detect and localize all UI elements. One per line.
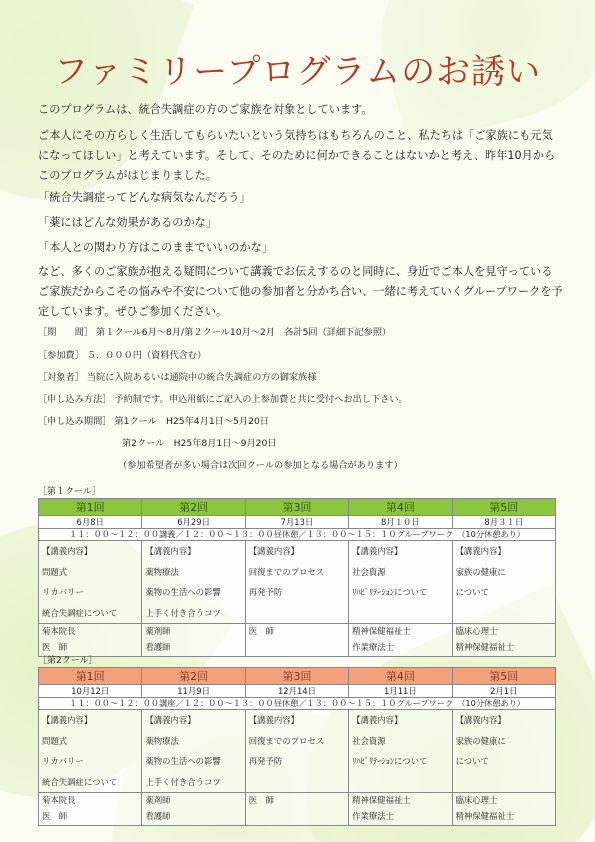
time-schedule: １１：００～１２：００講義／１２：００～１３：００昼休憩／１３：００～１５：１０グループワーク （10分休憩あり） [39,529,556,541]
page-title: ファミリープログラムのお誘い [53,52,542,92]
lecturer: 臨床心理士 精神保健福祉士 [452,624,555,657]
method-value: 予約制です。申込用紙にご記入の上参加費と共に受付へお出し下さい。 [114,394,408,405]
lecturer: 臨床心理士 精神保健福祉士 [452,793,555,826]
lecture-content: 【講義内容】 回復までのプロセス 再発予防 [245,710,348,793]
session-date: 1月11日 [349,685,452,698]
date-row [39,516,556,529]
fee-value: ５．０００円（資料代含む） [86,350,207,361]
method-row [38,394,408,406]
apply-note: （参加希望者が多い場合は次回クールの参加となる場合があります） [118,460,403,471]
session-date: 11月9日 [142,685,245,698]
lecture-content: 【講義内容】 問題式 リカバリー 統合失調症について [39,710,142,793]
lecture-content: 【講義内容】 社会資源 ﾘﾊﾋﾞﾘﾃｰｼｮﾝについて [349,541,452,624]
session-date: 12月14日 [245,685,348,698]
lecturer: 精神保健福祉士 作業療法士 [349,793,452,826]
session-date: 7月13日 [245,516,348,529]
session-date: 8月１０日 [349,516,452,529]
session-header: 第5回 [452,499,555,516]
lecturer: 菊本院長 医 師 [39,624,142,657]
session-date: 6月29日 [142,516,245,529]
apply-row [38,416,269,428]
lecture-content: 【講義内容】 回復までのプロセス 再発予防 [245,541,348,624]
staff-row [39,793,556,826]
apply-label: ［申し込み期間］ [38,416,112,427]
session-header: 第3回 [245,668,348,685]
period-label: ［期 間］ [38,327,94,338]
lecturer: 薬剤師 看護師 [142,624,245,657]
quote-2: 「薬にはどんな効果があるのかな」 [38,216,218,229]
lecture-content: 【講義内容】 家族の健康に について [452,710,555,793]
cour2-label: ［第2クール］ [38,656,98,666]
content-row [39,710,556,793]
session-header: 第4回 [349,499,452,516]
staff-row [39,624,556,657]
time-row [39,698,556,710]
lecture-content: 【講義内容】 家族の健康に について [452,541,555,624]
lecture-content: 【講義内容】 薬物療法 薬物の生活への影響 上手く付き合うコツ [142,541,245,624]
session-header: 第5回 [452,668,555,685]
intro-line-1: このプログラムは、統合失調症の方のご家族を対象としています。 [38,103,373,116]
session-date: 10月12日 [39,685,142,698]
session-header: 第3回 [245,499,348,516]
lecturer: 菊本院長 医 師 [39,793,142,826]
session-header: 第2回 [142,499,245,516]
session-header: 第1回 [39,668,142,685]
lecturer: 薬剤師 看護師 [142,793,245,826]
session-header: 第4回 [349,668,452,685]
apply-cour2: 第2クール H25年8月1日～9月20日 [122,438,277,449]
session-date: 6月8日 [39,516,142,529]
date-row [39,685,556,698]
session-date: 8月３１日 [452,516,555,529]
intro-paragraph-2: ご本人にその方らしく生活してもらいたいという気持ちはもちろんのこと、私たちは「ご家族にも元気になってほしい」と考えています。そして、そのために何かできることはないかと考え、昨年10月からこのプログラムがはじまりました。 [38,129,556,182]
session-date: 2月1日 [452,685,555,698]
time-row [39,529,556,541]
fee-label: ［参加費］ [38,350,84,361]
lecturer: 医 師 [245,624,348,657]
cour1-schedule-table [38,498,556,657]
time-schedule: １１：００～１２：００講座／１２：００～１３：００昼休憩／１３：００～１５：１０グループワーク （10分休憩あり） [39,698,556,710]
apply-cour1: 第1クール H25年4月1日～5月20日 [114,416,269,427]
quote-1: 「統合失調症ってどんな病気なんだろう」 [38,191,251,204]
content-row [39,541,556,624]
period-value: 第１クール6月～8月/第２クール10月～2月 各計5回（詳細下記参照） [96,327,392,338]
cour2-schedule-table [38,667,556,826]
lecture-content: 【講義内容】 薬物療法 薬物の生活への影響 上手く付き合うコツ [142,710,245,793]
target-label: ［対象者］ [38,372,84,383]
header-row [39,499,556,516]
period-row [38,327,391,339]
target-row [38,372,317,384]
lecture-content: 【講義内容】 社会資源 ﾘﾊﾋﾞﾘﾃｰｼｮﾝについて [349,710,452,793]
fee-row [38,350,206,362]
header-row [39,668,556,685]
lecturer: 医 師 [245,793,348,826]
target-value: 当院に入院あるいは通院中の統合失調症の方の御家族様 [86,372,317,383]
lecture-content: 【講義内容】 問題式 リカバリー 統合失調症について [39,541,142,624]
method-label: ［申し込み方法］ [38,394,112,405]
cour1-label: ［第１クール］ [38,487,101,497]
quote-3: 「本人との関わり方はこのままでいいのかな」 [38,241,273,254]
lecturer: 精神保健福祉士 作業療法士 [349,624,452,657]
session-header: 第2回 [142,668,245,685]
intro-paragraph-3: など、多くのご家族が抱える疑問について講義でお伝えするのと同時に、身近でご本人を見守っているご家族だからこその悩みや不安について他の参加者と分かち合い、一緒に考えていくグループワークを予定しています。ぜひご参加ください。 [38,265,563,318]
session-header: 第1回 [39,499,142,516]
